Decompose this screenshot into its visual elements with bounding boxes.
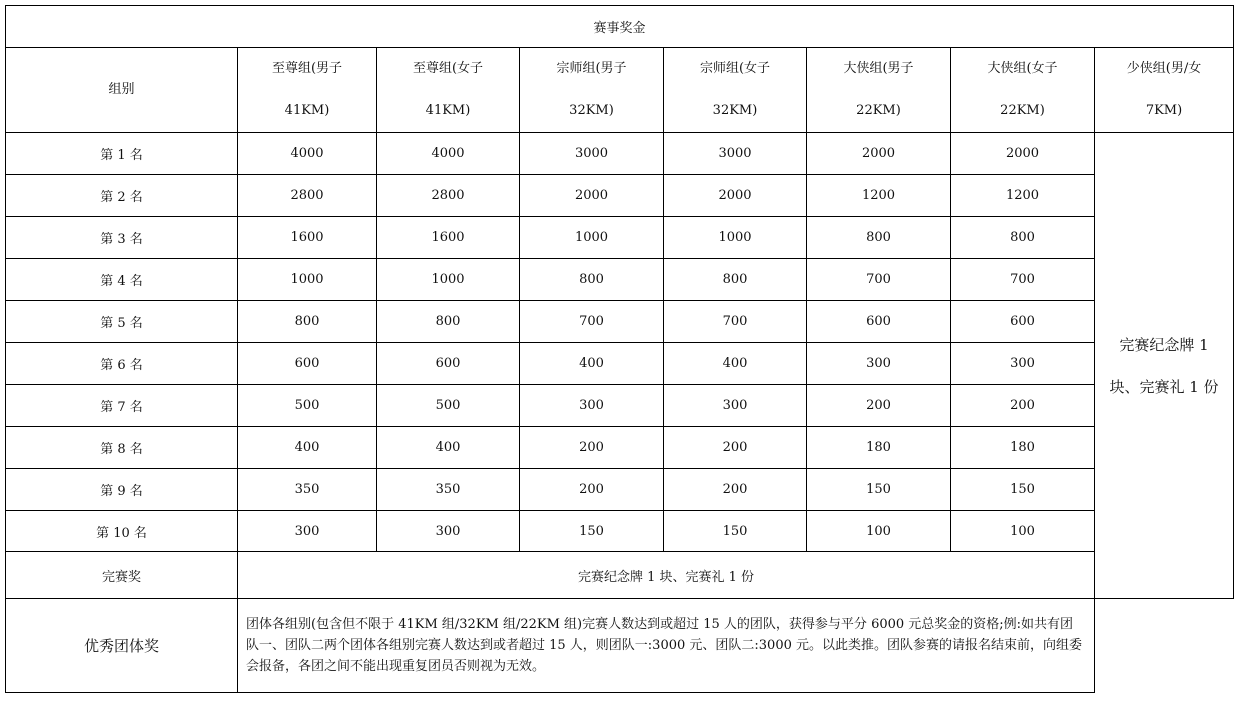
- prize-cell: 4000: [377, 133, 520, 175]
- team-award-description: 团体各组别(包含但不限于 41KM 组/32KM 组/22KM 组)完赛人数达到或超过 15 人的团队，获得参与平分 6000 元总奖金的资格;例:如共有团队一、团队二两个团体各组别完赛人数达到或者超过 15 人，则团队一:3000 元、团队二:3000 元。以此类推。团队参赛的请报名结束前，向组委会报备，各团之间不能出现重复团员否则视为无效。: [238, 599, 1095, 693]
- prize-cell: 2000: [520, 175, 664, 217]
- prize-cell: 600: [377, 343, 520, 385]
- prize-cell: 1000: [238, 259, 377, 301]
- prize-cell: 350: [238, 469, 377, 511]
- rank-label: 第 3 名: [6, 217, 238, 259]
- prize-cell: 300: [951, 343, 1095, 385]
- prize-cell: 400: [377, 427, 520, 469]
- table-row: [6, 427, 1234, 469]
- finisher-label: 完赛奖: [6, 552, 238, 599]
- prize-cell: 100: [951, 511, 1095, 552]
- prize-cell: 200: [520, 427, 664, 469]
- prize-cell: 800: [807, 217, 951, 259]
- prize-cell: 4000: [238, 133, 377, 175]
- finisher-value: 完赛纪念牌 1 块、完赛礼 1 份: [238, 552, 1095, 599]
- rank-label: 第 1 名: [6, 133, 238, 175]
- prize-cell: 150: [807, 469, 951, 511]
- prize-cell: 200: [951, 385, 1095, 427]
- prize-cell: 1000: [664, 217, 807, 259]
- prize-cell: 700: [664, 301, 807, 343]
- prize-cell: 600: [807, 301, 951, 343]
- prize-cell: 3000: [520, 133, 664, 175]
- prize-cell: 350: [377, 469, 520, 511]
- prize-cell: 150: [664, 511, 807, 552]
- prize-cell: 1200: [807, 175, 951, 217]
- prize-cell: 200: [807, 385, 951, 427]
- rank-label: 第 6 名: [6, 343, 238, 385]
- team-award-label: 优秀团体奖: [6, 599, 238, 693]
- prize-cell: 200: [664, 427, 807, 469]
- prize-cell: 3000: [664, 133, 807, 175]
- prize-cell: 600: [951, 301, 1095, 343]
- rank-label: 第 4 名: [6, 259, 238, 301]
- column-header: 宗师组(男子 32KM): [520, 48, 664, 133]
- rank-label: 第 7 名: [6, 385, 238, 427]
- prize-cell: 300: [664, 385, 807, 427]
- prize-cell: 150: [951, 469, 1095, 511]
- prize-cell: 800: [377, 301, 520, 343]
- rank-label: 第 10 名: [6, 511, 238, 552]
- prize-cell: 200: [664, 469, 807, 511]
- rank-label: 第 5 名: [6, 301, 238, 343]
- prize-cell: 400: [520, 343, 664, 385]
- prize-cell: 1000: [377, 259, 520, 301]
- prize-cell: 300: [807, 343, 951, 385]
- prize-cell: 180: [807, 427, 951, 469]
- prize-cell: 400: [664, 343, 807, 385]
- table-row: [6, 259, 1234, 301]
- rank-label: 第 9 名: [6, 469, 238, 511]
- prize-cell: 300: [238, 511, 377, 552]
- prize-cell: 700: [807, 259, 951, 301]
- prize-cell: 600: [238, 343, 377, 385]
- table-row: [6, 301, 1234, 343]
- rank-label: 第 2 名: [6, 175, 238, 217]
- prize-cell: 400: [238, 427, 377, 469]
- prize-cell: 800: [951, 217, 1095, 259]
- rank-label: 第 8 名: [6, 427, 238, 469]
- prize-cell: 800: [520, 259, 664, 301]
- table-row: [6, 511, 1234, 552]
- prize-cell: 800: [238, 301, 377, 343]
- column-header: 少侠组(男/女 7KM): [1095, 48, 1234, 133]
- prize-cell: 500: [238, 385, 377, 427]
- prize-cell: 150: [520, 511, 664, 552]
- column-header: 宗师组(女子 32KM): [664, 48, 807, 133]
- junior-reward: 完赛纪念牌 1 块、完赛礼 1 份: [1095, 133, 1234, 599]
- prize-cell: 200: [520, 469, 664, 511]
- prize-cell: 1600: [377, 217, 520, 259]
- column-header: 至尊组(女子 41KM): [377, 48, 520, 133]
- prize-cell: 2000: [664, 175, 807, 217]
- prize-money-table: [5, 5, 1234, 693]
- prize-cell: 180: [951, 427, 1095, 469]
- prize-cell: 500: [377, 385, 520, 427]
- column-header: 至尊组(男子 41KM): [238, 48, 377, 133]
- prize-cell: 2800: [238, 175, 377, 217]
- table-row: [6, 217, 1234, 259]
- prize-cell: 700: [520, 301, 664, 343]
- prize-cell: 800: [664, 259, 807, 301]
- group-header: 组别: [6, 48, 238, 133]
- table-row: [6, 133, 1234, 175]
- prize-cell: 300: [520, 385, 664, 427]
- prize-cell: 2000: [807, 133, 951, 175]
- prize-cell: 2800: [377, 175, 520, 217]
- table-title: 赛事奖金: [6, 6, 1234, 48]
- prize-cell: 1600: [238, 217, 377, 259]
- prize-cell: 700: [951, 259, 1095, 301]
- column-header: 大侠组(女子 22KM): [951, 48, 1095, 133]
- prize-cell: 100: [807, 511, 951, 552]
- prize-cell: 2000: [951, 133, 1095, 175]
- table-row: [6, 343, 1234, 385]
- table-row: [6, 385, 1234, 427]
- table-row: [6, 469, 1234, 511]
- prize-cell: 1200: [951, 175, 1095, 217]
- column-header: 大侠组(男子 22KM): [807, 48, 951, 133]
- prize-cell: 1000: [520, 217, 664, 259]
- table-row: [6, 175, 1234, 217]
- prize-cell: 300: [377, 511, 520, 552]
